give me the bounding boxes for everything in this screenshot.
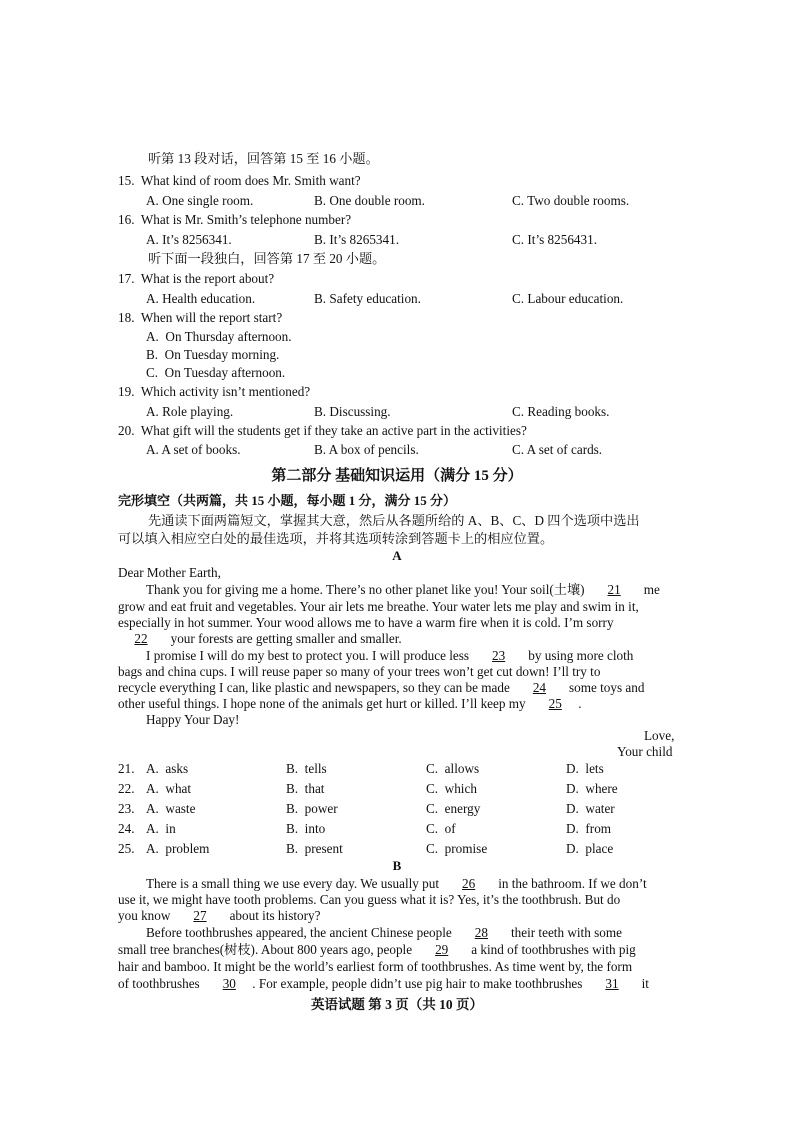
question-16: 16. What is Mr. Smith’s telephone number? — [118, 212, 352, 227]
cloze-row-25: 25. A. problem B. present C. promise D. place — [118, 841, 614, 856]
passage-a-line: especially in hot summer. Your wood allows me to have a warm fire when it is cold. I’m sorry — [118, 615, 614, 630]
passage-a-line: 22 your forests are getting smaller and smaller. — [118, 630, 402, 647]
option-c: C. A set of cards. — [512, 442, 603, 457]
instruction-dialogue-13: 听第 13 段对话，回答第 15 至 16 小题。 — [148, 151, 379, 166]
passage-a-line: I promise I will do my best to protect you. I will produce less 23 by using more cloth — [146, 648, 634, 663]
question-19: 19. Which activity isn’t mentioned? — [118, 384, 311, 399]
option-c: C. Reading books. — [512, 404, 610, 419]
letter-greeting: Dear Mother Earth, — [118, 565, 221, 580]
option-a: A. A set of books. — [146, 442, 241, 457]
option-b: B. Safety education. — [314, 291, 421, 306]
passage-a-label: A — [392, 548, 402, 563]
blank-23: 23 — [492, 648, 506, 663]
page-footer: 英语试题 第 3 页（共 10 页） — [310, 997, 484, 1012]
question-18: 18. When will the report start? — [118, 310, 283, 325]
instruction-line-2: 可以填入相应空白处的最佳选项，并将其选项转涂到答题卡上的相应位置。 — [118, 531, 554, 546]
passage-b-line: use it, we might have tooth problems. Can you guess what it is? Yes, it’s the toothbrush. But do — [118, 892, 621, 907]
passage-a-line: other useful things. I hope none of the animals get hurt or killed. I’ll keep my 25 . — [118, 696, 582, 711]
question-15-options — [118, 192, 678, 209]
blank-21: 21 — [607, 582, 621, 597]
passage-b-line: hair and bamboo. It might be the world’s earliest form of toothbrushes. As time went by, the form — [118, 959, 633, 974]
passage-b-line: There is a small thing we use every day. We usually put 26 in the bathroom. If we don’t — [146, 876, 647, 891]
option-b: B. It’s 8265341. — [314, 232, 399, 247]
instruction-line-1: 先通读下面两篇短文，掌握其大意，然后从各题所给的 A、B、C、D 四个选项中选出 — [148, 513, 640, 528]
cloze-row-24: 24. A. in B. into C. of D. from — [118, 821, 612, 836]
option-a: A. Health education. — [146, 291, 256, 306]
letter-love: Love, — [644, 728, 675, 743]
letter-signature: Your child — [617, 744, 673, 759]
passage-b-label: B — [392, 858, 402, 873]
blank-31: 31 — [605, 976, 619, 991]
option-b: B. A box of pencils. — [314, 442, 419, 457]
option-c: C. Labour education. — [512, 291, 624, 306]
cloze-row-23: 23. A. waste B. power C. energy D. water — [118, 801, 615, 816]
passage-a-line: bags and china cups. I will reuse paper so many of your trees won’t get cut down! I’ll try to — [118, 664, 601, 679]
option-c: C. Two double rooms. — [512, 193, 630, 208]
cloze-row-21: 21. A. asks B. tells C. allows D. lets — [118, 761, 604, 776]
passage-b-line: small tree branches(树枝). About 800 years ago, people 29 a kind of toothbrushes with pig — [118, 942, 636, 957]
section-title: 完形填空（共两篇，共 15 小题，每小题 1 分，满分 15 分） — [118, 493, 457, 508]
blank-30: 30 — [222, 976, 236, 991]
question-20: 20. What gift will the students get if they take an active part in the activities? — [118, 423, 527, 438]
question-18-option-c: C. On Tuesday afternoon. — [146, 365, 286, 380]
question-17: 17. What is the report about? — [118, 271, 275, 286]
option-a: A. Role playing. — [146, 404, 234, 419]
part-two-title: 第二部分 基础知识运用（满分 15 分） — [271, 468, 523, 484]
passage-a-line: recycle everything I can, like plastic and newspapers, so they can be made 24 some toys and — [118, 680, 645, 695]
blank-22: 22 — [134, 631, 148, 646]
blank-27: 27 — [193, 908, 207, 923]
letter-closing: Happy Your Day! — [146, 712, 240, 727]
option-b: B. One double room. — [314, 193, 425, 208]
option-c: C. It’s 8256431. — [512, 232, 597, 247]
instruction-monologue: 听下面一段独白，回答第 17 至 20 小题。 — [148, 251, 386, 266]
question-20-options — [118, 441, 678, 458]
blank-28: 28 — [474, 925, 488, 940]
question-16-options — [118, 231, 678, 248]
passage-a-line: Thank you for giving me a home. There’s no other planet like you! Your soil(土壤) 21 me — [146, 582, 660, 597]
option-a: A. It’s 8256341. — [146, 232, 232, 247]
question-18-option-a: A. On Thursday afternoon. — [146, 329, 292, 344]
cloze-row-22: 22. A. what B. that C. which D. where — [118, 781, 618, 796]
blank-25: 25 — [548, 696, 562, 711]
blank-24: 24 — [532, 680, 546, 695]
question-15: 15. What kind of room does Mr. Smith want? — [118, 173, 361, 188]
blank-29: 29 — [435, 942, 449, 957]
question-17-options — [118, 290, 678, 307]
passage-a-line: grow and eat fruit and vegetables. Your air lets me breathe. Your water lets me play and swim in it, — [118, 599, 639, 614]
question-18-option-b: B. On Tuesday morning. — [146, 347, 280, 362]
passage-b-line: Before toothbrushes appeared, the ancient Chinese people 28 their teeth with some — [146, 925, 622, 940]
passage-b-line: you know 27 about its history? — [118, 908, 321, 923]
passage-b-line: of toothbrushes 30 . For example, people didn’t use pig hair to make toothbrushes 31 it — [118, 976, 649, 991]
option-a: A. One single room. — [146, 193, 254, 208]
blank-26: 26 — [462, 876, 476, 891]
option-b: B. Discussing. — [314, 404, 391, 419]
question-19-options — [118, 403, 678, 420]
